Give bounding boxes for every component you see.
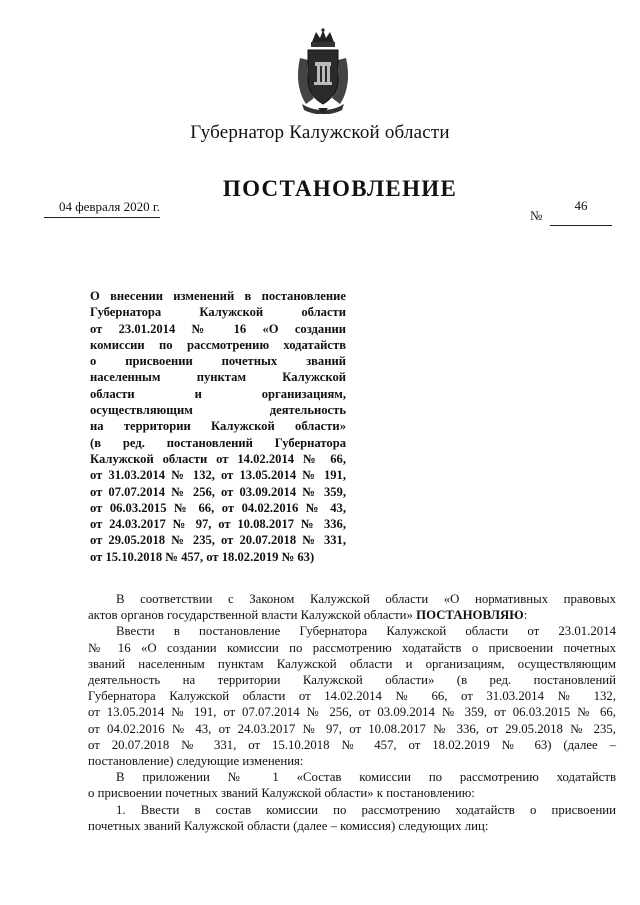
body-line: В соответствии с Законом Калужской области «О нормативных правовых [116, 592, 616, 606]
document-subject [90, 288, 346, 565]
subject-line: Калужской области от 14.02.2014 № 66, [90, 451, 346, 466]
body-line: званий населенным пунктам Калужской области и организациям, осуществляющим [88, 656, 616, 671]
body-line: № 16 «О создании комиссии по рассмотрению ходатайств о присвоении почетных [88, 640, 616, 655]
subject-line: от 24.03.2017 № 97, от 10.08.2017 № 336, [90, 517, 346, 532]
subject-line: от 07.07.2014 № 256, от 03.09.2014 № 359, [90, 484, 346, 499]
document-number: 46 [550, 198, 612, 226]
body-line [88, 607, 616, 623]
body-line: о присвоении почетных званий Калужской области» к постановлению: [88, 786, 475, 801]
decree-word: ПОСТАНОВЛЯЮ [416, 608, 524, 623]
subject-line: о присвоении почетных званий [90, 354, 346, 369]
body-line: Ввести в постановление Губернатора Калужской области от 23.01.2014 [116, 624, 616, 639]
subject-line: от 23.01.2014 № 16 «О создании [90, 321, 346, 336]
body-line: деятельность на территории Калужской области» (в ред. постановлений [88, 673, 616, 688]
body-line: от 13.05.2014 № 191, от 07.07.2014 № 256, от 03.09.2014 № 359, от 06.03.2015 № 66, [88, 705, 616, 720]
subject-line: области и организациям, [90, 386, 346, 401]
subject-line: комиссии по рассмотрению ходатайств [90, 337, 346, 352]
body-line: В приложении № 1 «Состав комиссии по рассмотрению ходатайств [116, 770, 616, 785]
subject-line: на территории Калужской области» [90, 419, 346, 434]
document-date: 04 февраля 2020 г. [44, 199, 160, 218]
subject-line: от 29.05.2018 № 235, от 20.07.2018 № 331, [90, 533, 346, 548]
body-line: Губернатора Калужской области от 14.02.2014 № 66, от 31.03.2014 № 132, [88, 689, 616, 704]
body-line: постановление) следующие изменения: [88, 754, 304, 769]
body-line: от 20.07.2018 № 331, от 15.10.2018 № 457, от 18.02.2019 № 63) (далее – [88, 737, 616, 752]
subject-line: населенным пунктам Калужской [90, 370, 346, 385]
subject-line: Губернатора Калужской области [90, 305, 346, 320]
document-body [88, 591, 616, 834]
kaluga-coat-of-arms-icon [292, 28, 354, 114]
body-line-text: актов органов государственной власти Калужской области» [88, 608, 413, 623]
body-line: 1. Ввести в состав комиссии по рассмотрению ходатайств о присвоении [116, 802, 616, 817]
body-line: от 04.02.2016 № 43, от 24.03.2017 № 97, от 10.08.2017 № 336, от 29.05.2018 № 235, [88, 721, 616, 736]
subject-line: от 06.03.2015 № 66, от 04.02.2016 № 43, [90, 500, 346, 515]
subject-line: от 15.10.2018 № 457, от 18.02.2019 № 63) [90, 549, 315, 564]
document-type-title: ПОСТАНОВЛЕНИЕ [222, 176, 458, 201]
issuing-authority: Губернатор Калужской области [190, 122, 450, 143]
body-line: почетных званий Калужской области (далее – комиссия) следующих лиц: [88, 818, 489, 833]
subject-line: осуществляющим деятельность [90, 403, 346, 418]
subject-line: О внесении изменений в постановление [90, 289, 346, 303]
document-number-field [530, 198, 616, 224]
number-sign: № [530, 208, 543, 223]
subject-line: (в ред. постановлений Губернатора [90, 435, 346, 450]
decree-colon: : [523, 608, 528, 623]
subject-line: от 31.03.2014 № 132, от 13.05.2014 № 191, [90, 468, 346, 483]
